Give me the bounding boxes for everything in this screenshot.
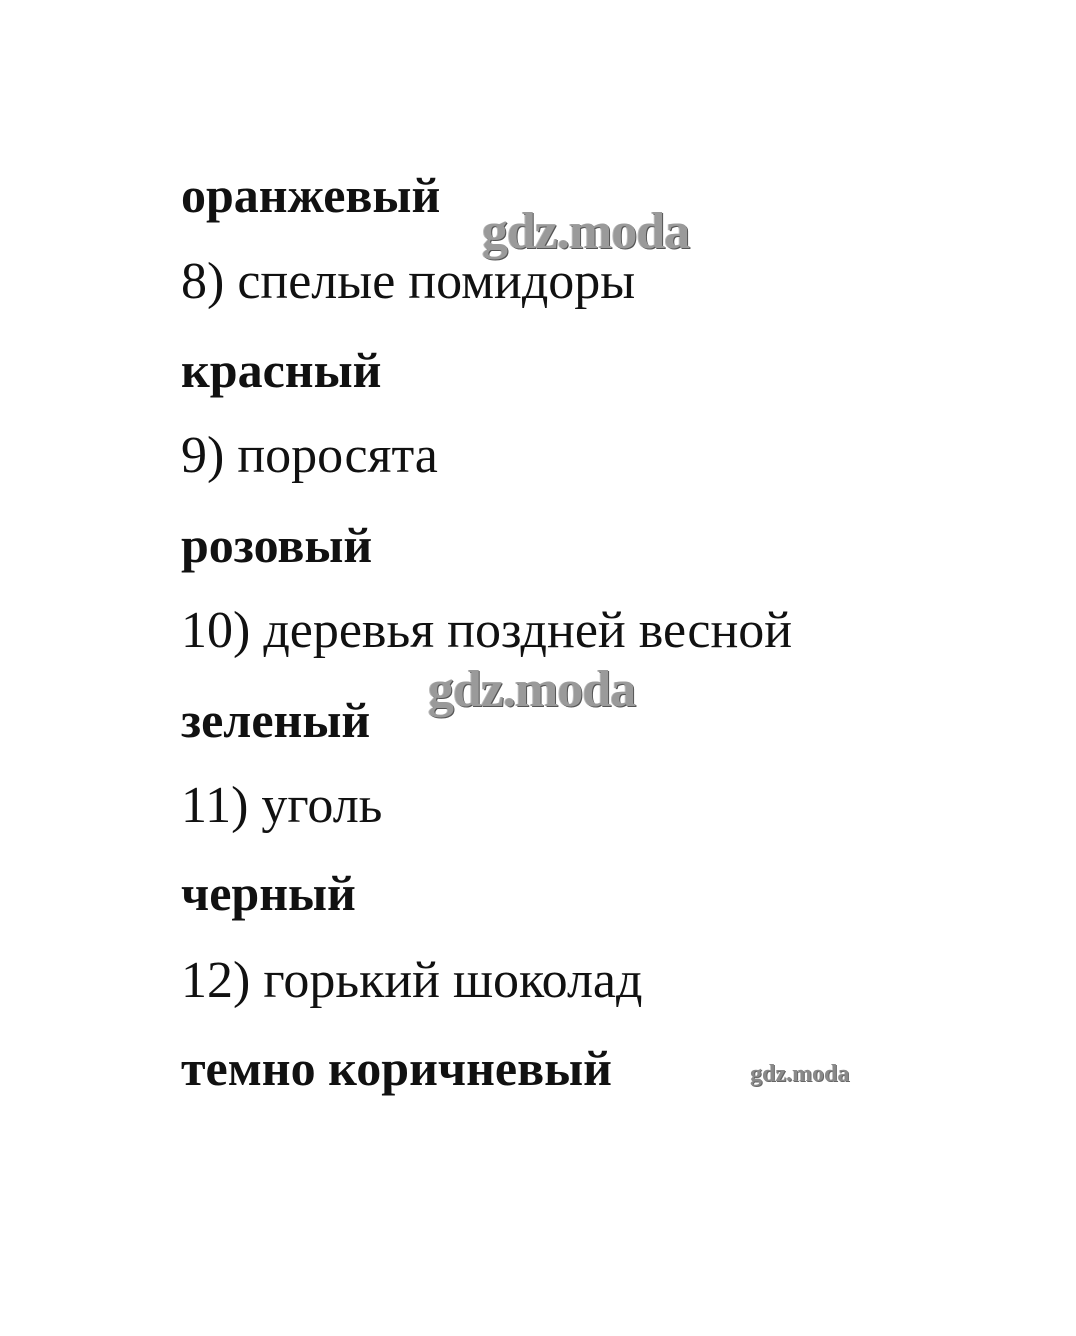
answer-dark-brown: темно коричневый <box>181 1040 612 1096</box>
answer-pink: розовый <box>181 517 373 573</box>
item-12-dark-chocolate: 12) горький шоколад <box>181 952 643 1009</box>
answer-black: черный <box>181 865 356 921</box>
item-9-piglets: 9) поросята <box>181 427 438 484</box>
item-8-ripe-tomatoes: 8) спелые помидоры <box>181 253 636 310</box>
answer-red: красный <box>181 342 382 398</box>
answer-orange: оранжевый <box>181 167 441 223</box>
watermark: gdz.moda <box>482 203 690 260</box>
item-10-trees-late-spring: 10) деревья поздней весной <box>181 602 793 659</box>
answer-green: зеленый <box>181 692 371 748</box>
watermark: gdz.moda <box>750 1061 850 1087</box>
watermark: gdz.moda <box>428 661 636 718</box>
item-11-coal: 11) уголь <box>181 777 383 834</box>
